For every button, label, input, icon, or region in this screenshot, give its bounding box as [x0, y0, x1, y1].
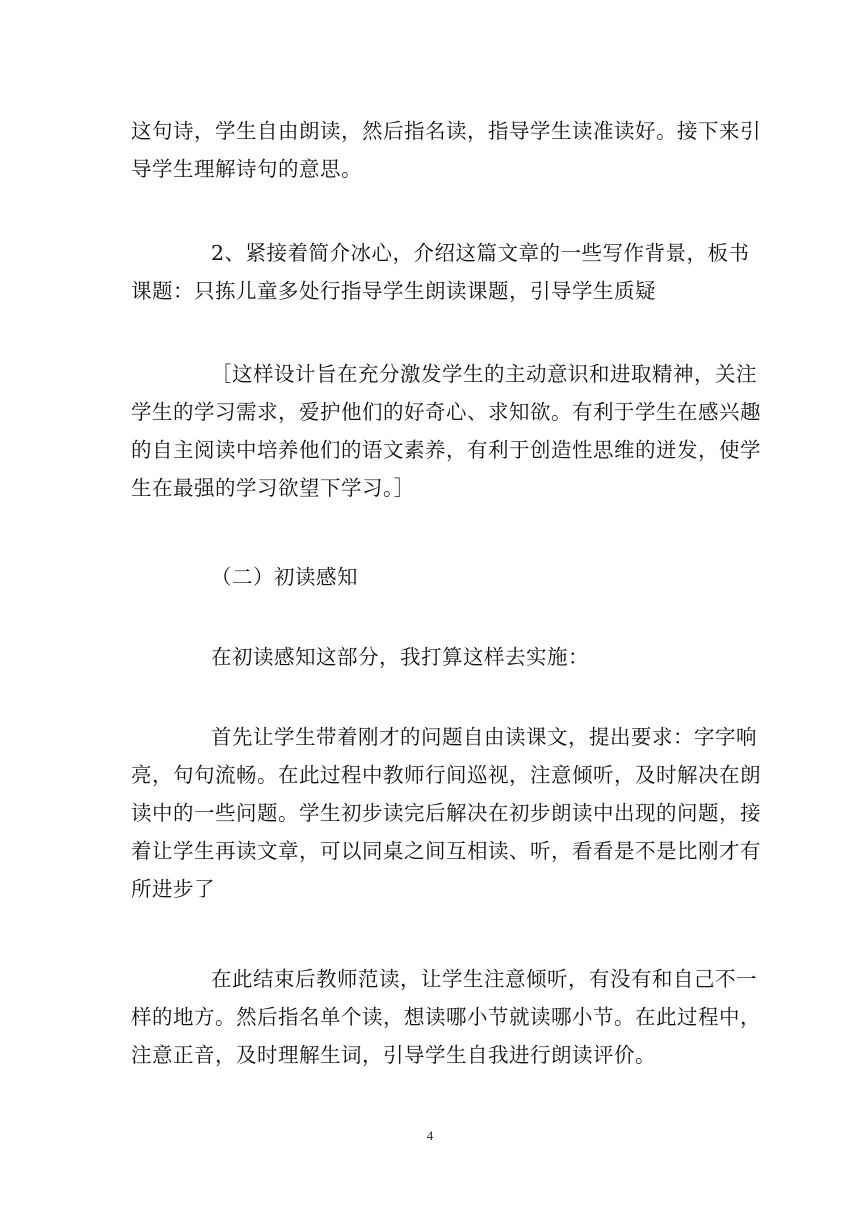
text-line: 生在最强的学习欲望下学习。］ [131, 476, 415, 500]
text-line: 样的地方。然后指名单个读，想读哪小节就读哪小节。在此过程中， [131, 1005, 761, 1029]
paragraph-teacher-model-reading [131, 960, 761, 1074]
text-line: 这句诗，学生自由朗读，然后指名读，指导学生读准读好。接下来引 [131, 119, 761, 143]
text-line: 的自主阅读中培养他们的语文素养，有利于创造性思维的迸发，使学 [131, 438, 761, 462]
page-number: 4 [426, 1128, 434, 1143]
section-heading-first-reading [131, 558, 731, 596]
text-line: 首先让学生带着刚才的问题自由读课文，提出要求：字字响 [211, 725, 757, 749]
paragraph-plan [131, 638, 731, 676]
text-line: 所进步了 [131, 877, 215, 901]
paragraph-poem-reading [131, 112, 761, 188]
text-line: （二）初读感知 [211, 565, 358, 589]
text-line: 2、紧接着简介冰心，介绍这篇文章的一些写作背景，板书 [211, 241, 750, 265]
text-line: 注意正音，及时理解生词，引导学生自我进行朗读评价。 [131, 1043, 656, 1067]
text-line: 导学生理解诗句的意思。 [131, 157, 362, 181]
text-line: 着让学生再读文章，可以同桌之间互相读、听，看看是不是比刚才有 [131, 839, 761, 863]
text-line: ［这样设计旨在充分激发学生的主动意识和进取精神，关注 [211, 362, 757, 386]
text-line: 在此结束后教师范读，让学生注意倾听，有没有和自己不一 [211, 967, 757, 991]
text-line: 亮，句句流畅。在此过程中教师行间巡视，注意倾听，及时解决在朗 [131, 763, 761, 787]
text-line: 学生的学习需求，爱护他们的好奇心、求知欲。有利于学生在感兴趣 [131, 400, 761, 424]
text-line: 课题：只拣儿童多处行指导学生朗读课题，引导学生质疑 [131, 279, 656, 303]
text-line: 在初读感知这部分，我打算这样去实施： [211, 645, 589, 669]
paragraph-free-reading [131, 718, 761, 908]
paragraph-design-rationale [131, 355, 761, 507]
text-line: 读中的一些问题。学生初步读完后解决在初步朗读中出现的问题，接 [131, 801, 761, 825]
paragraph-bingxin-intro [131, 234, 750, 310]
